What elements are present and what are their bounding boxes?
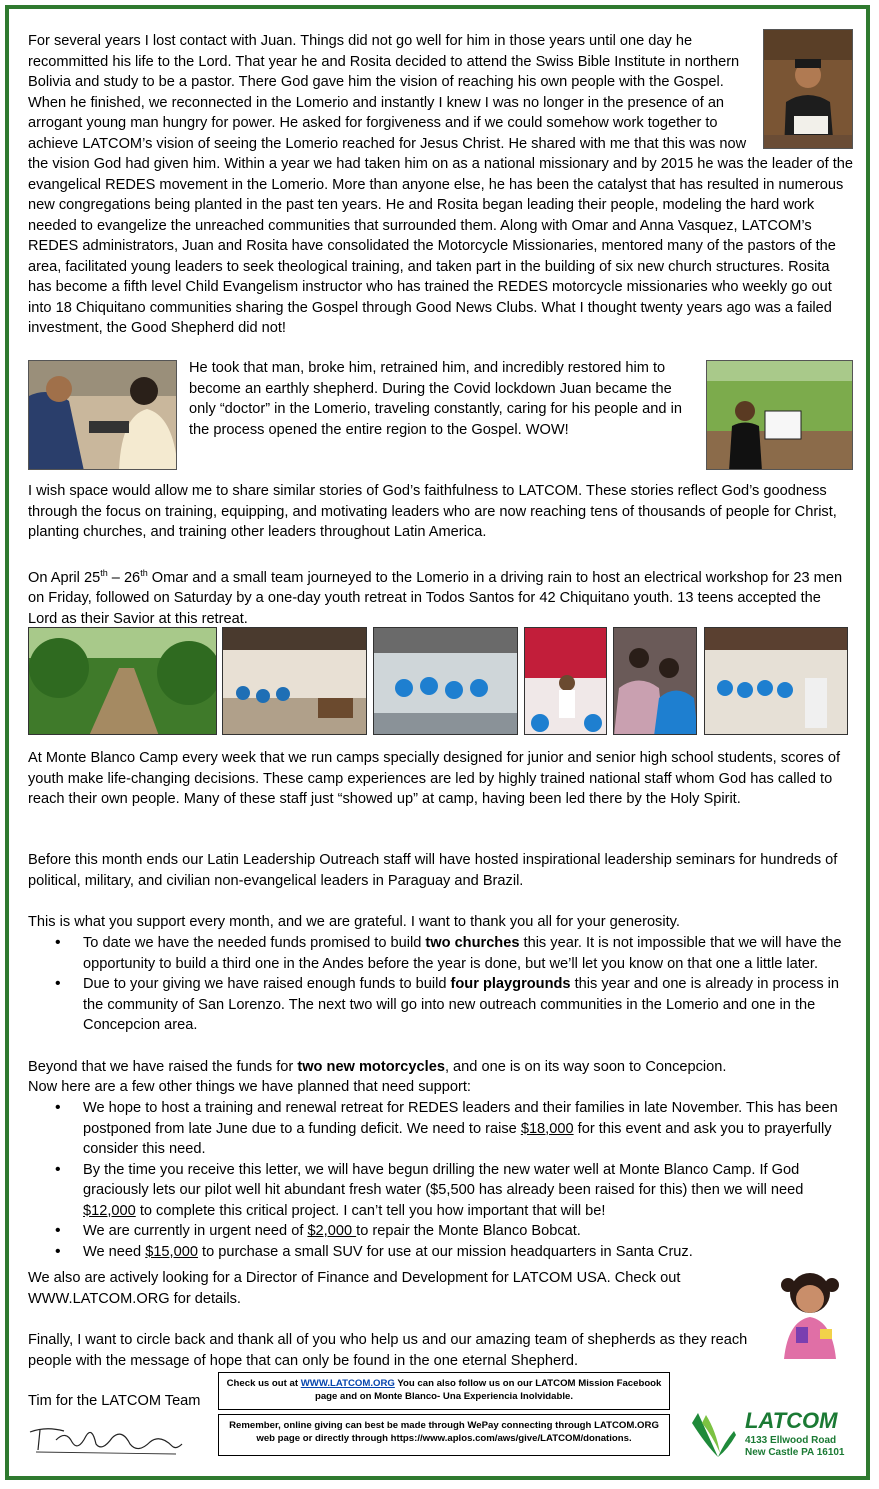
signature xyxy=(26,1422,186,1458)
latcom-logo-icon xyxy=(688,1405,740,1460)
closing-paragraph: Finally, I want to circle back and thank all of you who help us and our amazing team of shepherds as they reach people with the message of hope that can only be found in the one eternal Shepherd. xyxy=(28,1332,748,1369)
list-item: • By the time you receive this letter, we will have begun drilling the new water well at Monte Blanco Camp. If God graciously lets our pilot well hit abundant fresh water ($5,500 has already been raised for this) then we will need $12,000 to complete this critical project. I can’t tell you how important that will be! xyxy=(55,1160,854,1222)
list-item: • We need $15,000 to purchase a small SUV for use at our mission headquarters in Santa Cruz. xyxy=(55,1242,763,1263)
juan-story-paragraph: For several years I lost contact with Juan. Things did not go well for him in those years until one day he recommitted his life to the Lord. That year he and Rosita decided to attend the Swiss Bible Institute in northern Bolivia and study to be a pastor. There God gave him the vision of reaching his own people with the Gospel. When he finished, we reconnected in the Lomerio and instantly I knew I was no longer in the presence of an arrogant young man hungry for power. He asked for forgiveness and if we could somehow work together to achieve LATCOM’s vision of seeing the Lomerio reached for Jesus Christ. He shared with me that this was now the vision God had given him. Within a year we had taken him on as a national missionary and by 2015 he was the leader of the evangelical REDES movement in the Lomerio. More than anyone else, he has been the catalyst that has resulted in numerous new congregations being planted in the past ten years. He and Rosita began leading their people, modeling the hard work needed to evangelize the unreached communities that surrounded them. Along with Omar and Anna Vasquez, LATCOM’s REDES administrators, Juan and Rosita have consolidated the Motorcycle Missionaries, mentored many of the pastors of the area, facilitated young leaders to seek theological training, and taken part in the building of six new church structures. Rosita has become a fifth level Child Evangelism instructor who has trained the REDES motorcycle missionaries who weekly go out into 18 Chiquitano communities sharing the Gospel through Good News Clubs. What I thought twenty years ago was a failed investment, the Good Shepherd did not! xyxy=(28,33,854,336)
list-item: • We are currently in urgent need of $2,000 to repair the Monte Blanco Bobcat. xyxy=(55,1221,854,1242)
juan-photo xyxy=(763,29,853,149)
photo-workshop xyxy=(222,627,367,735)
photo-prayer xyxy=(613,627,697,735)
latcom-logo xyxy=(745,1410,845,1459)
april-paragraph: On April 25th – 26th Omar and a small team journeyed to the Lomerio in a driving rain to host an electrical workshop for 23 men on Friday, followed on Saturday by a one-day youth retreat in Todos Santos for 42 Chiquitano youth. 13 teens accepted the Lord as their Savior at this retreat. xyxy=(28,568,843,627)
signoff: Tim for the LATCOM Team xyxy=(28,1393,201,1409)
motorcycles-paragraph: Beyond that we have raised the funds for two new motorcycles, and one is on its way soon to Concepcion. xyxy=(28,1059,727,1075)
needs-list xyxy=(55,1098,854,1262)
monte-blanco-paragraph: At Monte Blanco Camp every week that we run camps specially designed for junior and senior high school students, scores of youth make life-changing decisions. These camp experiences are led by highly trained national staff whom God has called to reach their own people. Many of these staff just “showed up” at camp, having been led there by the Holy Spirit. xyxy=(28,750,840,807)
rosita-teaching-photo xyxy=(706,360,853,470)
logo-name: LATCOM xyxy=(745,1408,838,1433)
faithfulness-paragraph: I wish space would allow me to share similar stories of God’s faithfulness to LATCOM. These stories reflect God’s goodness through the focus on training, equipping, and motivating leaders who are now reaching tens of thousands of people for Christ, planting churches, and training other leaders throughout Latin America. xyxy=(28,483,837,540)
list-item: • Due to your giving we have raised enough funds to build four playgrounds this year and one is already in process in the community of San Lorenzo. The next two will go into new outreach communities in the Lomerio and one in the Concepcion area. xyxy=(55,974,854,1036)
photo-group xyxy=(704,627,848,735)
list-item: • We hope to host a training and renewal retreat for REDES leaders and their families in late November. This has been postponed from late June due to a funding deficit. We need to raise $18,000 for this event and ask you to prayerfully consider this need. xyxy=(55,1098,854,1160)
director-paragraph: We also are actively looking for a Director of Finance and Development for LATCOM USA. Check out WWW.LATCOM.ORG for details. xyxy=(28,1270,681,1307)
logo-address-line2: New Castle PA 16101 xyxy=(745,1447,845,1458)
photo-youth-dance xyxy=(373,627,518,735)
photo-pastor xyxy=(524,627,607,735)
funded-list xyxy=(55,933,854,1036)
support-paragraph: This is what you support every month, and we are grateful. I want to thank you all for your generosity. xyxy=(28,914,680,930)
plans-paragraph: Now here are a few other things we have planned that need support: xyxy=(28,1079,471,1095)
list-item: • To date we have the needed funds promised to build two churches this year. It is not impossible that we will have the opportunity to build a third one in the Andes before the year is done, but we’ll let you know on that one a little later. xyxy=(55,933,854,974)
website-link[interactable]: WWW.LATCOM.ORG xyxy=(300,1378,395,1389)
logo-address-line1: 4133 Ellwood Road xyxy=(745,1435,837,1446)
girl-photo xyxy=(770,1255,850,1359)
website-box: Check us out at WWW.LATCOM.ORG You can also follow us on our LATCOM Mission Facebook page and on Monte Blanco- Una Experiencia Inolvidable. xyxy=(218,1372,670,1410)
photo-road xyxy=(28,627,217,735)
leadership-paragraph: Before this month ends our Latin Leadership Outreach staff will have hosted inspirational leadership seminars for hundreds of political, military, and civilian non-evangelical leaders in Paraguay and Brazil. xyxy=(28,852,838,889)
giving-box: Remember, online giving can best be made through WePay connecting through LATCOM.ORG web page or directly through https://www.aplos.com/aws/give/LATCOM/donations. xyxy=(218,1414,670,1456)
restored-paragraph: He took that man, broke him, retrained him, and incredibly restored him to become an earthly shepherd. During the Covid lockdown Juan became the only “doctor” in the Lomerio, traveling constantly, caring for his people and in the process opened the entire region to the Gospel. WOW! xyxy=(189,360,682,438)
juan-doctor-photo xyxy=(28,360,177,470)
